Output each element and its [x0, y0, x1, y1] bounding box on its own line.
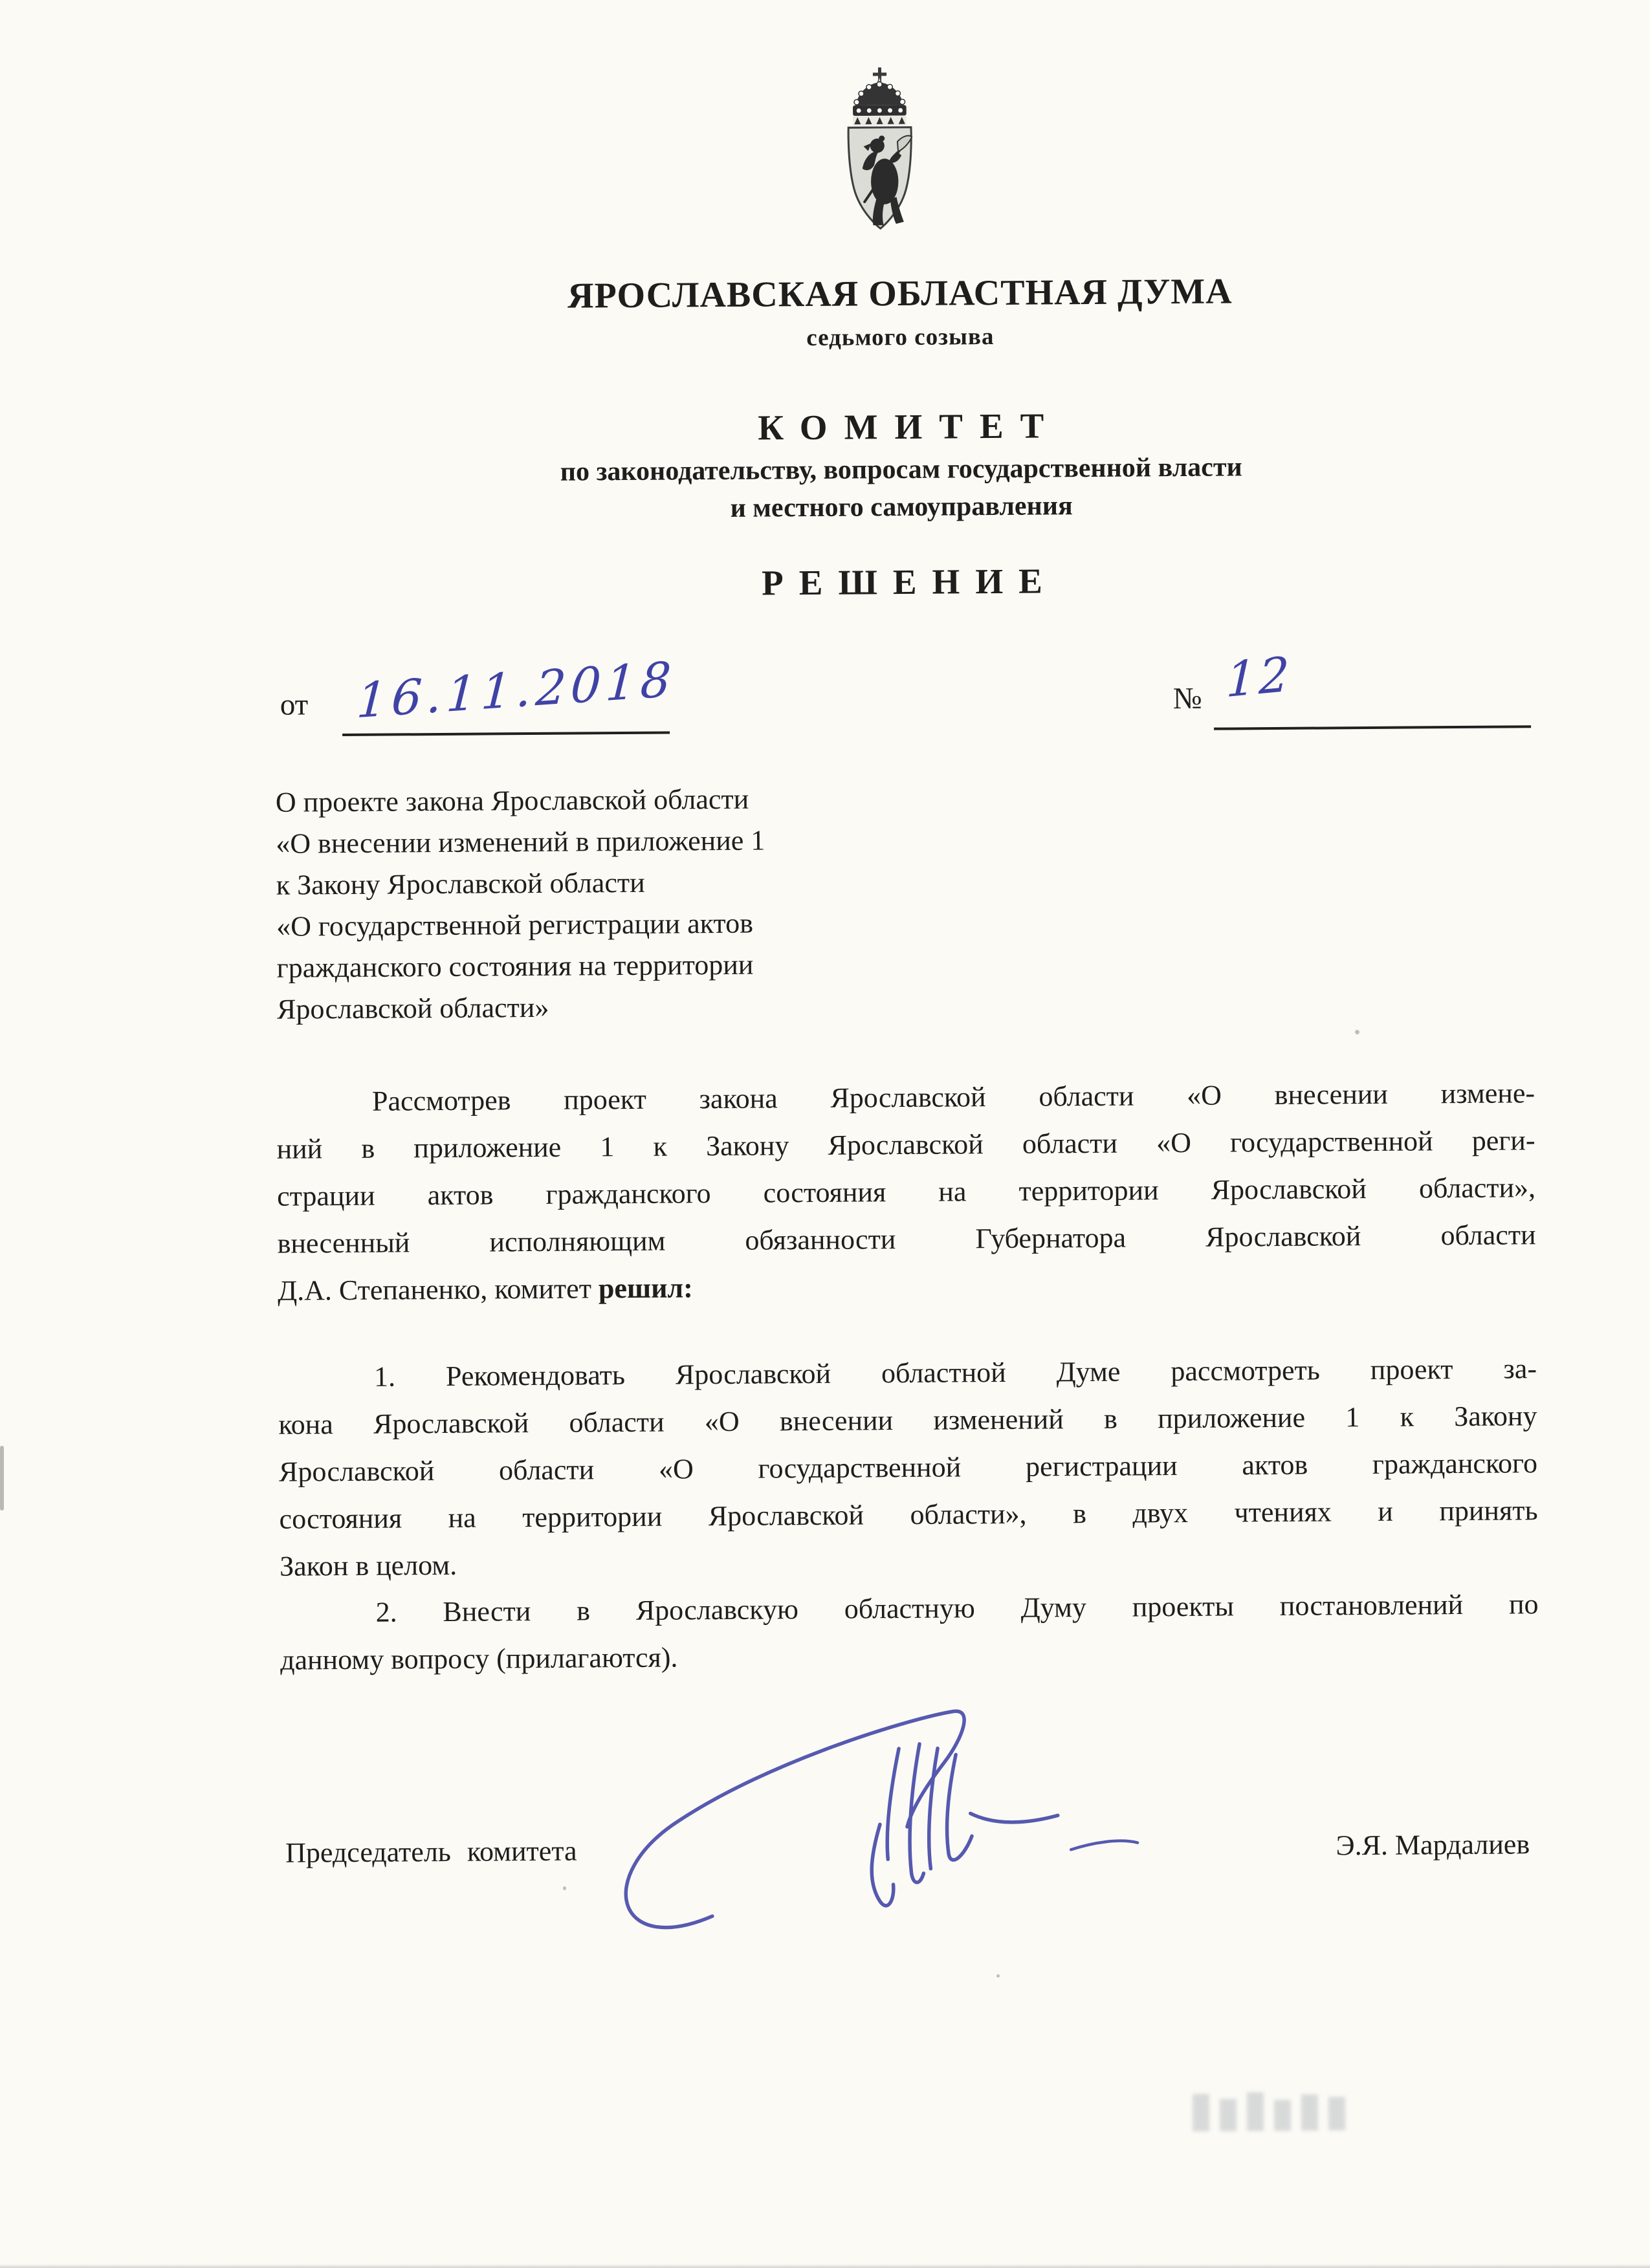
committee-description-line1: по законодательству, вопросам государственной власти [560, 452, 1242, 487]
body-line: состояния на территории Ярославской области», в двух чтениях и принять [279, 1494, 1538, 1535]
handwritten-date: 16.11.2018 [355, 651, 677, 730]
scan-speck [1355, 1030, 1359, 1034]
subject-line: «О внесении изменений в приложение 1 [276, 824, 765, 860]
body-line: 1. Рекомендовать Ярославской областной Думе рассмотреть проект за- [373, 1353, 1537, 1393]
chairman-name: Э.Я. Мардалиев [1336, 1828, 1530, 1862]
committee-title: КОМИТЕТ [758, 406, 1061, 448]
decision-item-1 [278, 1345, 1539, 1590]
number-label: № [1172, 681, 1202, 716]
subject-line: Ярославской области» [276, 991, 549, 1025]
resolved-keyword: решил: [598, 1272, 693, 1305]
yaroslavl-coat-of-arms-icon [833, 65, 927, 235]
handwritten-number: 12 [1225, 646, 1293, 709]
scan-bottom-shadow [0, 2264, 1650, 2268]
date-underline [342, 732, 670, 737]
subject-line: О проекте закона Ярославской области [275, 783, 749, 818]
convocation-subtitle: седьмого созыва [806, 323, 995, 352]
scan-speck [996, 1974, 1000, 1978]
body-line: страции актов гражданского состояния на территории Ярославской области», [276, 1172, 1536, 1212]
handwritten-signature-icon [575, 1685, 1159, 1948]
body-line: 2. Внести в Ярославскую областную Думу проекты постановлений по [375, 1588, 1539, 1628]
body-line: ний в приложение 1 к Закону Ярославской области «О государственной реги- [276, 1124, 1535, 1165]
subject-line: «О государственной регистрации актов [276, 907, 754, 943]
decision-item-2 [280, 1580, 1539, 1684]
subject-line: к Закону Ярославской области [276, 866, 645, 901]
scan-speck [563, 1886, 566, 1890]
body-line: Рассмотрев проект закона Ярославской области «О внесении измене- [371, 1077, 1535, 1117]
subject-block [276, 777, 957, 1030]
scan-edge-artifact [0, 1446, 4, 1510]
scanned-content [269, 0, 1543, 2268]
body-line: внесенный исполняющим обязанности Губернатора Ярославской области [277, 1219, 1536, 1259]
preamble-paragraph [276, 1069, 1537, 1314]
body-line: Д.А. Степаненко, комитет решил: [277, 1272, 693, 1307]
body-line: Закон в целом. [279, 1549, 457, 1582]
chairman-position-label: Председатель комитета [285, 1835, 577, 1869]
number-underline [1214, 725, 1531, 730]
committee-description-line2: и местного самоуправления [730, 491, 1073, 523]
date-label: от [280, 688, 309, 722]
subject-line: гражданского состояния на территории [276, 948, 754, 984]
organization-title: ЯРОСЛАВСКАЯ ОБЛАСТНАЯ ДУМА [567, 271, 1233, 316]
body-line: кона Ярославской области «О внесении изменений в приложение 1 к Закону [278, 1400, 1537, 1441]
body-line: Ярославской области «О государственной регистрации актов гражданского [278, 1447, 1538, 1488]
faint-stamp [1193, 2085, 1400, 2132]
document-type-title: РЕШЕНИЕ [761, 561, 1058, 603]
body-line: данному вопросу (прилагаются). [280, 1641, 678, 1676]
